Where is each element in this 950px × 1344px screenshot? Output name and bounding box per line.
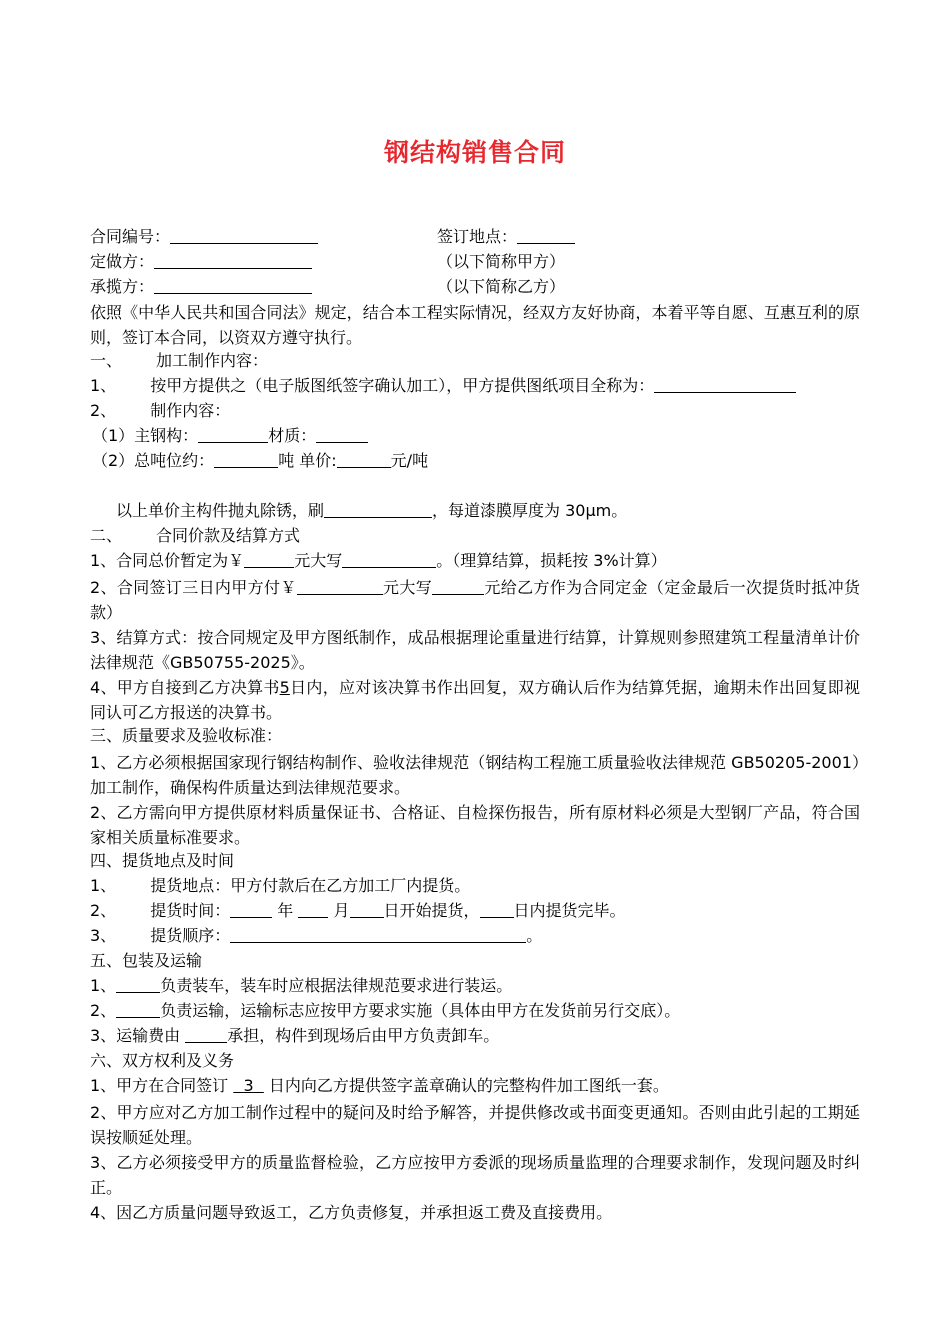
s4-item-1-num: 1、 xyxy=(90,876,117,895)
pickup-order-blank xyxy=(230,926,526,943)
pickup-time-label: 提货时间： xyxy=(150,901,231,920)
finish-label: 日内提货完毕。 xyxy=(513,901,626,920)
tonnage-blank xyxy=(214,451,278,468)
party-b-blank xyxy=(154,277,312,294)
total-price-note: 。（理算结算，损耗按 3%计算） xyxy=(436,551,667,570)
freight-party-blank xyxy=(185,1026,227,1043)
intro-paragraph: 依照《中华人民共和国合同法》规定，结合本工程实际情况，经双方友好协商，本着平等自愿、互惠互利的原则，签订本合同，以资双方遵守执行。 xyxy=(90,303,860,347)
drawing-text-a: 1、甲方在合同签订 xyxy=(90,1076,229,1095)
s4-item-2-num: 2、 xyxy=(90,901,117,920)
s2-item-1 xyxy=(90,550,667,572)
paint-note-text: 以上单价主构件抛丸除锈，刷 xyxy=(116,501,325,520)
s4-item-1-text: 提货地点：甲方付款后在乙方加工厂内提货。 xyxy=(150,876,471,895)
section-1-title: 加工制作内容： xyxy=(156,351,269,370)
s1-item-2-text: 制作内容： xyxy=(150,401,231,420)
s1-item-1 xyxy=(90,375,796,397)
paint-thickness-text: ，每道漆膜厚度为 30μm。 xyxy=(432,501,628,520)
s6-item-3: 3、乙方必须接受甲方的质量监督检验，乙方应按甲方委派的现场质量监理的合理要求制作，发现问题及时纠正。 xyxy=(90,1153,860,1197)
transport-text: 负责运输，运输标志应按甲方要求实施（具体由甲方在发货前另行交底）。 xyxy=(160,1001,681,1020)
contract-no-line xyxy=(90,226,318,248)
deposit-words-blank xyxy=(432,578,484,595)
section-3-heading: 三、质量要求及验收标准： xyxy=(90,726,283,745)
main-steel-label: （1）主钢构： xyxy=(92,426,199,445)
total-price-words-label: 元大写 xyxy=(294,551,343,570)
pickup-order-label: 提货顺序： xyxy=(150,926,231,945)
settlement-days: 5 xyxy=(279,678,290,697)
total-price-words-blank xyxy=(342,551,436,568)
loading-party-blank xyxy=(116,976,160,993)
s4-item-3-num: 3、 xyxy=(90,926,117,945)
paint-blank xyxy=(324,501,432,518)
contract-no-label: 合同编号： xyxy=(90,227,171,246)
party-b-note: （以下简称乙方） xyxy=(437,277,566,296)
pickup-duration-blank xyxy=(480,901,514,918)
freight-text: 承担，构件到现场后由甲方负责卸车。 xyxy=(227,1026,500,1045)
section-2-num: 二、 xyxy=(90,526,123,545)
drawing-days: 3 xyxy=(243,1076,254,1095)
s2-item-4 xyxy=(90,675,860,725)
month-label: 月 xyxy=(333,901,350,920)
s6-item-2: 2、甲方应对乙方加工制作过程中的疑问及时给予解答，并提供修改或书面变更通知。否则由此引起的工期延误按顺延处理。 xyxy=(90,1103,860,1147)
section-2-heading xyxy=(90,525,300,547)
settlement-text-a: 4、甲方自接到乙方决算书 xyxy=(90,678,280,697)
s1-item-2 xyxy=(90,400,230,422)
project-name-blank xyxy=(654,376,796,393)
s6-item-1 xyxy=(90,1075,669,1097)
deposit-words-label: 元大写 xyxy=(382,578,433,597)
year-label: 年 xyxy=(277,901,294,920)
total-price-label: 1、合同总价暂定为￥ xyxy=(90,551,245,570)
contract-no-blank xyxy=(170,227,318,244)
start-label: 日开始提货， xyxy=(383,901,480,920)
freight-label: 3、运输费由 xyxy=(90,1026,181,1045)
loading-text: 负责装车，装车时应根据法律规范要求进行装运。 xyxy=(160,976,513,995)
main-steel-line xyxy=(92,425,368,447)
section-6-heading: 六、双方权利及义务 xyxy=(90,1051,235,1070)
deposit-label: 2、合同签订三日内甲方付￥ xyxy=(90,578,297,597)
s3-item-1: 1、乙方必须根据国家现行钢结构制作、验收法律规范（钢结构工程施工质量验收法律规范 GB50205-2001）加工制作，确保构件质量达到法律规范要求。 xyxy=(90,753,860,797)
s6-item-4: 4、因乙方质量问题导致返工，乙方负责修复，并承担返工费及直接费用。 xyxy=(90,1203,613,1222)
s5-item-2 xyxy=(90,1000,680,1022)
tonnage-label: （2）总吨位约： xyxy=(92,451,215,470)
drawing-text-b: 日内向乙方提供签字盖章确认的完整构件加工图纸一套。 xyxy=(268,1076,669,1095)
party-a-blank xyxy=(154,252,312,269)
main-steel-blank xyxy=(198,426,268,443)
document-title: 钢结构销售合同 xyxy=(383,138,566,167)
pickup-year-blank xyxy=(230,901,272,918)
pickup-day-blank xyxy=(350,901,384,918)
s4-item-2 xyxy=(90,900,626,922)
party-a-line xyxy=(90,251,312,273)
transport-party-blank xyxy=(116,1001,160,1018)
section-2-title: 合同价款及结算方式 xyxy=(156,526,301,545)
sign-place-label: 签订地点： xyxy=(437,227,518,246)
s1-item-1-num: 1、 xyxy=(90,376,117,395)
unit-price-label: 吨 单价: xyxy=(278,451,337,470)
section-4-heading: 四、提货地点及时间 xyxy=(90,851,235,870)
unit-price-blank xyxy=(337,451,391,468)
section-5-heading: 五、包装及运输 xyxy=(90,951,203,970)
party-a-note: （以下简称甲方） xyxy=(437,252,566,271)
total-price-blank xyxy=(244,551,294,568)
party-b-line xyxy=(90,276,312,298)
s4-item-1 xyxy=(90,875,470,897)
party-b-label: 承揽方： xyxy=(90,277,155,296)
s2-item-3: 3、结算方式：按合同规定及甲方图纸制作，成品根据理论重量进行结算，计算规则参照建筑工程量清单计价法律规范《GB50755-2025》。 xyxy=(90,628,860,672)
tonnage-line xyxy=(92,450,428,472)
section-1-num: 一、 xyxy=(90,351,123,370)
sign-place-blank xyxy=(517,227,575,244)
s5-item-1-num: 1、 xyxy=(90,976,117,995)
pickup-month-blank xyxy=(298,901,328,918)
party-a-label: 定做方： xyxy=(90,252,155,271)
s5-item-2-num: 2、 xyxy=(90,1001,117,1020)
paint-note-line xyxy=(116,500,627,522)
sign-place-line xyxy=(437,226,575,248)
s4-item-3 xyxy=(90,925,542,947)
section-1-heading xyxy=(90,350,268,372)
deposit-blank xyxy=(297,578,383,595)
s3-item-2: 2、乙方需向甲方提供原材料质量保证书、合格证、自检探伤报告，所有原材料必须是大型钢厂产品，符合国家相关质量标准要求。 xyxy=(90,803,860,847)
s2-item-2 xyxy=(90,575,860,625)
material-label: 材质： xyxy=(268,426,317,445)
material-blank xyxy=(316,426,368,443)
s5-item-3 xyxy=(90,1025,499,1047)
s5-item-1 xyxy=(90,975,512,997)
settlement-text-b: 日内，应对该决算书作出回复，双方确认后作为结算凭据，逾期未作出回复即视同认可乙方报送的决算书。 xyxy=(90,678,860,722)
s1-item-2-num: 2、 xyxy=(90,401,117,420)
drawing-days-wrap xyxy=(233,1076,264,1095)
s1-item-1-text: 按甲方提供之（电子版图纸签字确认加工），甲方提供图纸项目全称为： xyxy=(150,376,655,395)
deposit-note: 元给乙方作为合同定金（定金最后一次提货时抵冲货款） xyxy=(90,578,860,622)
unit-price-unit: 元/吨 xyxy=(390,451,429,470)
pickup-order-end: 。 xyxy=(526,926,543,945)
